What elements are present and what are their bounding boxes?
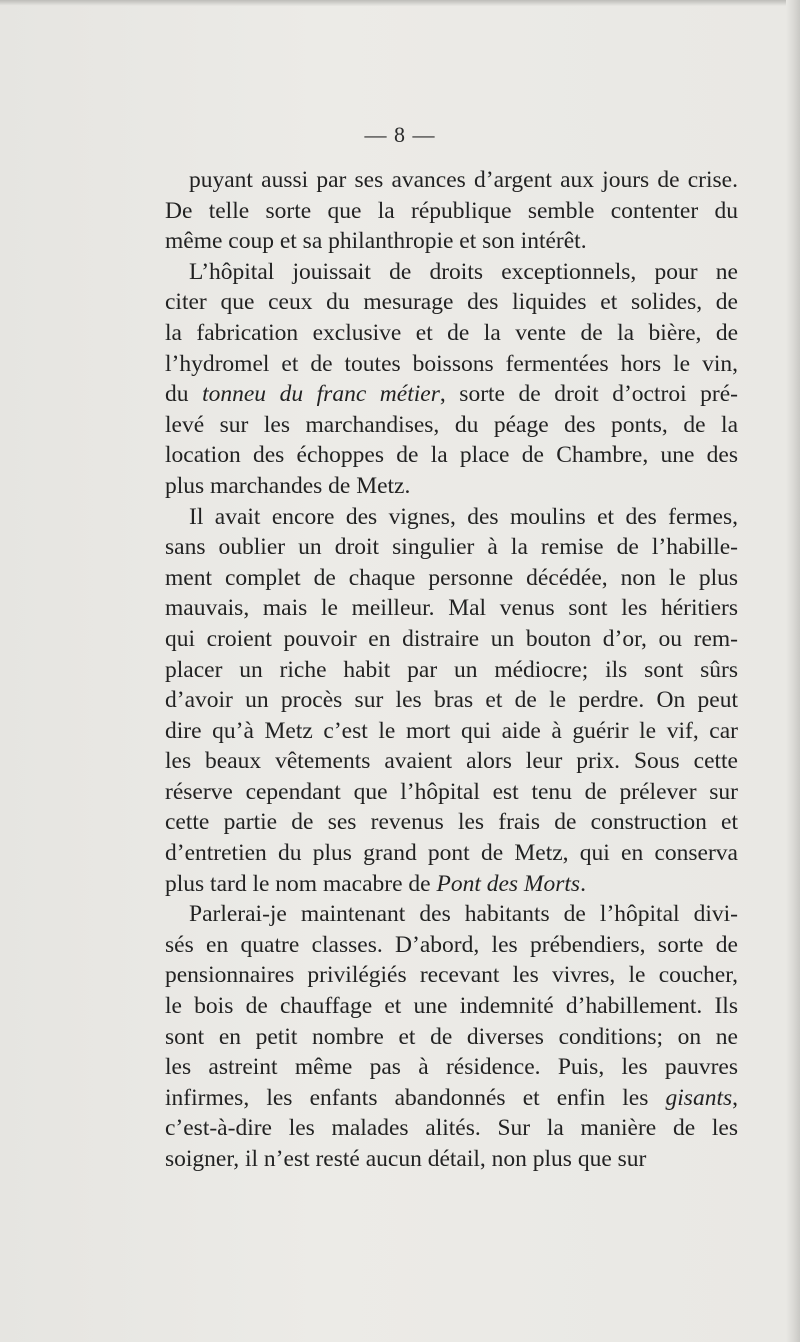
text-line: l’hydromel et de toutes boissons fermentées hors le vin, <box>165 350 738 377</box>
text-line: qui croient pouvoir en distraire un bouton d’or, ou rem- <box>165 625 738 652</box>
paragraph <box>165 257 738 502</box>
text-line: soigner, il n’est resté aucun détail, non plus que sur <box>165 1146 647 1172</box>
text-line: placer un riche habit par un médiocre; ils sont sûrs <box>165 656 738 683</box>
text-line: les beaux vêtements avaient alors leur prix. Sous cette <box>165 748 738 775</box>
text-line: puyant aussi par ses avances d’argent aux jours de crise. <box>189 167 738 193</box>
text-line: mauvais, mais le meilleur. Mal venus sont les héritiers <box>165 595 738 622</box>
text-line: levé sur les marchandises, du péage des ponts, de la <box>165 411 738 438</box>
text-line <box>165 379 738 410</box>
page-top-edge <box>0 0 800 6</box>
text-line: sont en petit nombre et de diverses conditions; on ne <box>165 1023 738 1050</box>
italic-text-run: gisants <box>665 1084 733 1111</box>
text-run: du <box>165 381 203 408</box>
text-line: Il avait encore des vignes, des moulins et des fermes, <box>189 503 738 530</box>
text-line: dire qu’à Metz c’est le mort qui aide à guérir le vif, car <box>165 717 738 744</box>
italic-text-run: Pont des Morts <box>436 870 581 897</box>
text-run: infirmes, les enfants abandonnés et enfin les <box>165 1084 666 1111</box>
text-line: pensionnaires privilégiés recevant les vivres, le coucher, <box>165 962 738 989</box>
text-line: les astreint même pas à résidence. Puis, les pauvres <box>165 1054 738 1081</box>
body-text <box>165 165 738 1175</box>
page-right-edge <box>786 0 800 1342</box>
text-line: cette partie de ses revenus les frais de construction et <box>165 809 738 836</box>
text-line: De telle sorte que la république semble contenter du <box>165 197 738 224</box>
text-run: , sorte de droit d’octroi pré- <box>439 381 738 408</box>
text-line: sés en quatre classes. D’abord, les prébendiers, sorte de <box>165 931 738 958</box>
text-line: location des échoppes de la place de Chambre, une des <box>165 442 738 469</box>
text-line: même coup et sa philanthropie et son intérêt. <box>165 228 587 255</box>
text-line: le bois de chauffage et une indemnité d’habillement. Ils <box>165 993 738 1020</box>
text-run: , <box>732 1084 738 1111</box>
text-line: citer que ceux du mesurage des liquides et solides, de <box>165 289 738 316</box>
text-line <box>165 869 738 900</box>
text-line: Parlerai-je maintenant des habitants de l’hôpital divi- <box>189 901 738 928</box>
text-run: . <box>580 870 586 897</box>
text-line: plus marchandes de Metz. <box>165 472 411 499</box>
text-line: la fabrication exclusive et de la vente de la bière, de <box>165 319 738 346</box>
page-number: — 8 — <box>364 122 436 147</box>
italic-text-run: tonneu du franc métier <box>202 381 440 408</box>
text-line: d’avoir un procès sur les bras et de le perdre. On peut <box>165 687 738 714</box>
text-line <box>165 1083 738 1114</box>
text-line: c’est-à-dire les malades alités. Sur la manière de les <box>165 1115 738 1142</box>
paragraph <box>165 502 738 900</box>
text-line: L’hôpital jouissait de droits exceptionnels, pour ne <box>189 258 738 285</box>
text-line: ment complet de chaque personne décédée, non le plus <box>165 564 738 591</box>
text-line: réserve cependant que l’hôpital est tenu de prélever sur <box>165 778 738 805</box>
text-line: d’entretien du plus grand pont de Metz, qui en conserva <box>165 840 738 867</box>
text-line: sans oublier un droit singulier à la remise de l’habille- <box>165 534 738 561</box>
paragraph <box>165 899 738 1174</box>
text-run: plus tard le nom macabre de <box>165 870 437 897</box>
paragraph <box>165 165 738 257</box>
